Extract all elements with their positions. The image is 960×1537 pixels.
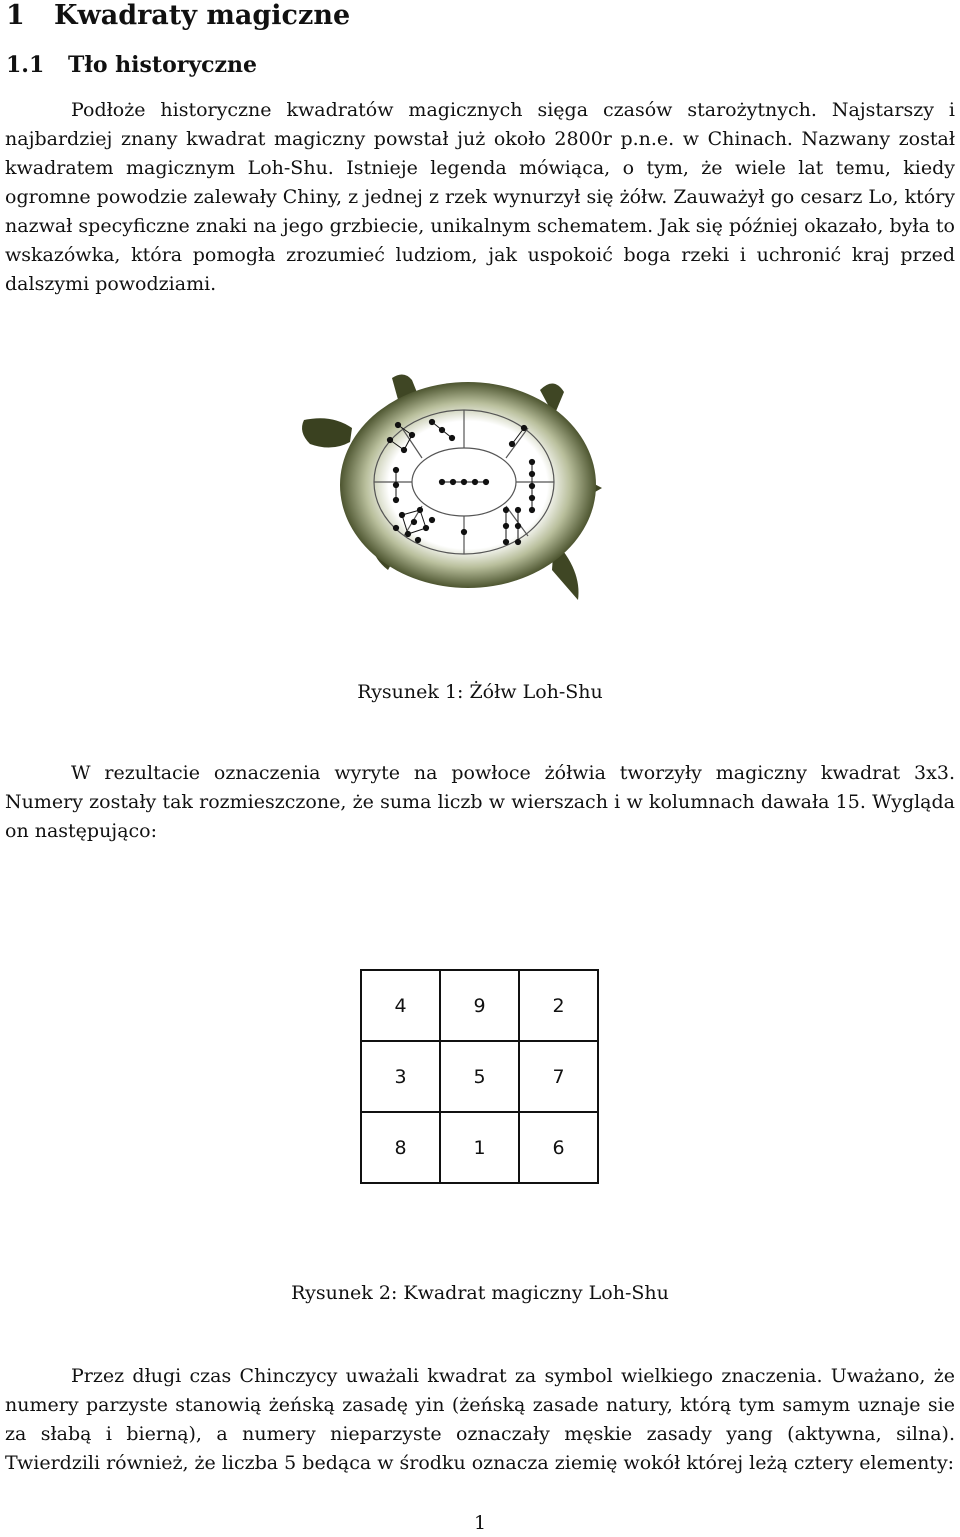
turtle-head xyxy=(302,418,352,447)
magic-square-row xyxy=(361,970,598,1041)
paragraph-square-intro: W rezultacie oznaczenia wyryte na powłoce żółwia tworzyły magiczny kwadrat 3x3. Numery zostały tak rozmieszczone, że suma liczb w wierszach i w kolumnach dawała 15. Wygląda on następująco: xyxy=(5,762,955,842)
section-number: 1 xyxy=(6,0,25,31)
paragraph-yin-yang: Przez długi czas Chinczycy uważali kwadrat za symbol wielkiego znaczenia. Uważano, że numery parzyste stanowią żeńską zasadę yin (żeńską zasade natury, którą tym samym uznaje sie za słabą i bierną), a numery nieparzyste oznaczały męskie zasady yang (aktywna, silna). Twierdzili również, że liczba 5 bedąca w środku oznacza ziemię wokół której leżą cztery elementy: xyxy=(5,1365,955,1474)
section-heading xyxy=(6,0,350,31)
magic-square-cell: 7 xyxy=(519,1041,598,1112)
figure-caption-turtle: Rysunek 1: Żółw Loh-Shu xyxy=(357,681,603,703)
turtle-figure xyxy=(292,370,602,615)
magic-square-cell: 1 xyxy=(440,1112,519,1183)
magic-square-cell: 5 xyxy=(440,1041,519,1112)
magic-square-cell: 8 xyxy=(361,1112,440,1183)
page-number: 1 xyxy=(473,1512,487,1534)
section-title: Kwadraty magiczne xyxy=(54,0,351,31)
magic-square-cell: 4 xyxy=(361,970,440,1041)
magic-square-row xyxy=(361,1112,598,1183)
paragraph-history: Podłoże historyczne kwadratów magicznych sięga czasów starożytnych. Najstarszy i najbardziej znany kwadrat magiczny powstał już około 2800r p.n.e. w Chinach. Nazwany został kwadratem magicznym Loh-Shu. Istnieje legenda mówiąca, o tym, że wiele lat temu, kiedy ogromne powodzie zalewały Chiny, z jednej z rzek wynurzył się żółw. Zauważył go cesarz Lo, który nazwał specyficzne znaki na jego grzbiecie, unikalnym schematem. Jak się później okazało, była to wskazówka, która pomogła zrozumieć ludziom, jak uspokoić boga rzeki i uchronić kraj przed dalszymi powodziami. xyxy=(5,99,955,295)
magic-square-row xyxy=(361,1041,598,1112)
subsection-title: Tło historyczne xyxy=(68,52,257,78)
magic-square-cell: 6 xyxy=(519,1112,598,1183)
magic-square-grid xyxy=(360,969,599,1184)
magic-square-cell: 9 xyxy=(440,970,519,1041)
figure-caption-square: Rysunek 2: Kwadrat magiczny Loh-Shu xyxy=(291,1282,669,1304)
subsection-heading xyxy=(6,52,257,78)
turtle-shell xyxy=(340,382,596,588)
subsection-number: 1.1 xyxy=(6,52,45,78)
magic-square-cell: 2 xyxy=(519,970,598,1041)
magic-square-cell: 3 xyxy=(361,1041,440,1112)
